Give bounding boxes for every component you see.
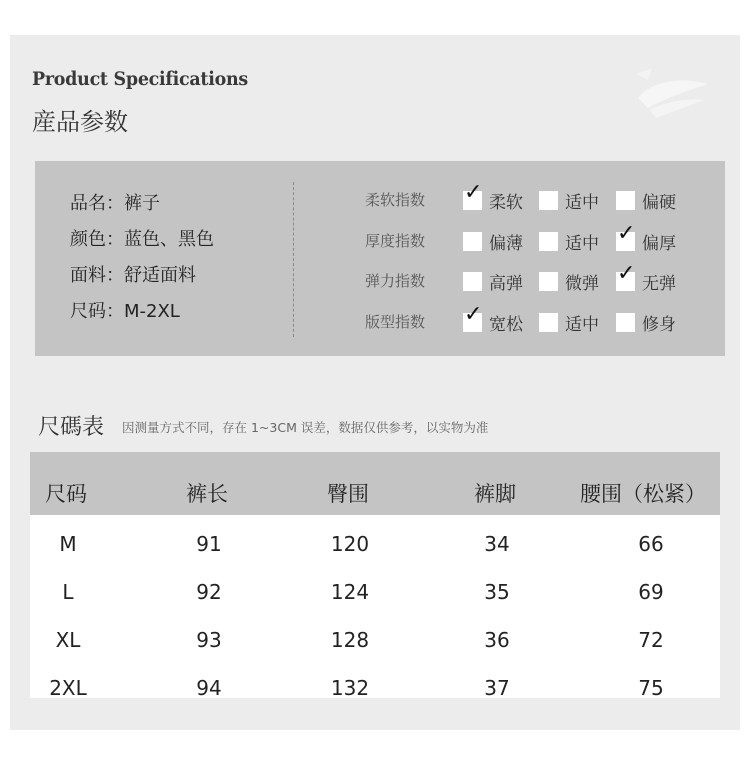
option-label: 微弹	[565, 274, 599, 294]
index-option	[616, 221, 676, 254]
option-label: 柔软	[489, 193, 523, 213]
table-cell: 94	[196, 676, 222, 700]
check-icon: ✓	[617, 261, 636, 286]
checkbox-icon	[463, 302, 483, 332]
size-chart-note: 因测量方式不同，存在 1~3CM 误差，数据仅供参考，以实物为准	[122, 420, 489, 435]
size-table-body	[30, 515, 720, 698]
table-cell: XL	[55, 628, 81, 652]
size-table	[30, 452, 720, 698]
product-color: 颜色：蓝色、黑色	[70, 229, 214, 250]
index-label: 柔软指数	[365, 191, 426, 209]
checkbox-icon	[463, 272, 482, 291]
table-cell: M	[59, 532, 77, 556]
checkbox-icon	[616, 313, 635, 332]
table-cell: 75	[638, 676, 664, 700]
size-table-header	[30, 452, 720, 515]
index-option	[463, 180, 523, 213]
option-label: 高弹	[489, 274, 523, 294]
product-name: 品名：裤子	[70, 193, 160, 214]
index-option	[616, 188, 676, 213]
header-length: 裤长	[186, 482, 228, 506]
page-title-cn: 産品参数	[32, 108, 128, 136]
table-cell: 92	[196, 580, 222, 604]
table-cell: L	[62, 580, 74, 604]
table-cell: 69	[638, 580, 664, 604]
table-cell: 36	[484, 628, 510, 652]
checkbox-icon	[616, 191, 635, 210]
index-label: 厚度指数	[365, 232, 426, 250]
index-option	[463, 269, 523, 294]
table-cell: 128	[330, 628, 370, 652]
option-label: 适中	[565, 234, 599, 254]
header-size: 尺码	[45, 482, 87, 506]
table-cell: 132	[330, 676, 370, 700]
product-fabric: 面料：舒适面料	[70, 265, 196, 286]
checkbox-icon	[616, 221, 636, 251]
index-option	[463, 302, 523, 335]
table-cell: 124	[330, 580, 370, 604]
header-leg-opening: 裤脚	[474, 482, 516, 506]
option-label: 偏厚	[642, 234, 676, 254]
checkbox-icon	[616, 261, 636, 291]
index-option	[616, 310, 676, 335]
checkbox-icon	[539, 232, 558, 251]
option-label: 偏硬	[642, 193, 676, 213]
index-option	[539, 188, 599, 213]
table-cell: 93	[196, 628, 222, 652]
check-icon: ✓	[464, 180, 483, 205]
index-option	[539, 269, 599, 294]
option-label: 适中	[565, 193, 599, 213]
table-cell: 91	[196, 532, 222, 556]
index-option	[463, 229, 523, 254]
index-label: 弹力指数	[365, 272, 426, 290]
size-chart-title: 尺碼表	[38, 415, 105, 440]
checkbox-icon	[463, 180, 483, 210]
table-cell: 72	[638, 628, 664, 652]
header-waist: 腰围（松紧）	[580, 482, 706, 506]
checkbox-icon	[539, 272, 558, 291]
table-cell: 120	[330, 532, 370, 556]
brand-watermark-icon	[630, 62, 712, 122]
checkbox-icon	[463, 232, 482, 251]
table-cell: 66	[638, 532, 664, 556]
table-cell: 34	[484, 532, 510, 556]
option-label: 修身	[642, 315, 676, 335]
index-option	[539, 310, 599, 335]
checkbox-icon	[539, 191, 558, 210]
option-label: 宽松	[489, 315, 523, 335]
checkbox-icon	[539, 313, 558, 332]
option-label: 偏薄	[489, 234, 523, 254]
divider	[293, 182, 294, 337]
table-cell: 37	[484, 676, 510, 700]
page-title-en: Product Specifications	[32, 68, 248, 90]
check-icon: ✓	[617, 221, 636, 246]
option-label: 适中	[565, 315, 599, 335]
index-option	[539, 229, 599, 254]
header-hip: 臀围	[327, 482, 369, 506]
check-icon: ✓	[464, 302, 483, 327]
product-size: 尺码：M-2XL	[70, 301, 180, 322]
table-cell: 2XL	[49, 676, 87, 700]
option-label: 无弹	[642, 274, 676, 294]
basic-info-list	[70, 190, 214, 334]
index-option	[616, 261, 676, 294]
table-cell: 35	[484, 580, 510, 604]
index-label: 版型指数	[365, 313, 426, 331]
